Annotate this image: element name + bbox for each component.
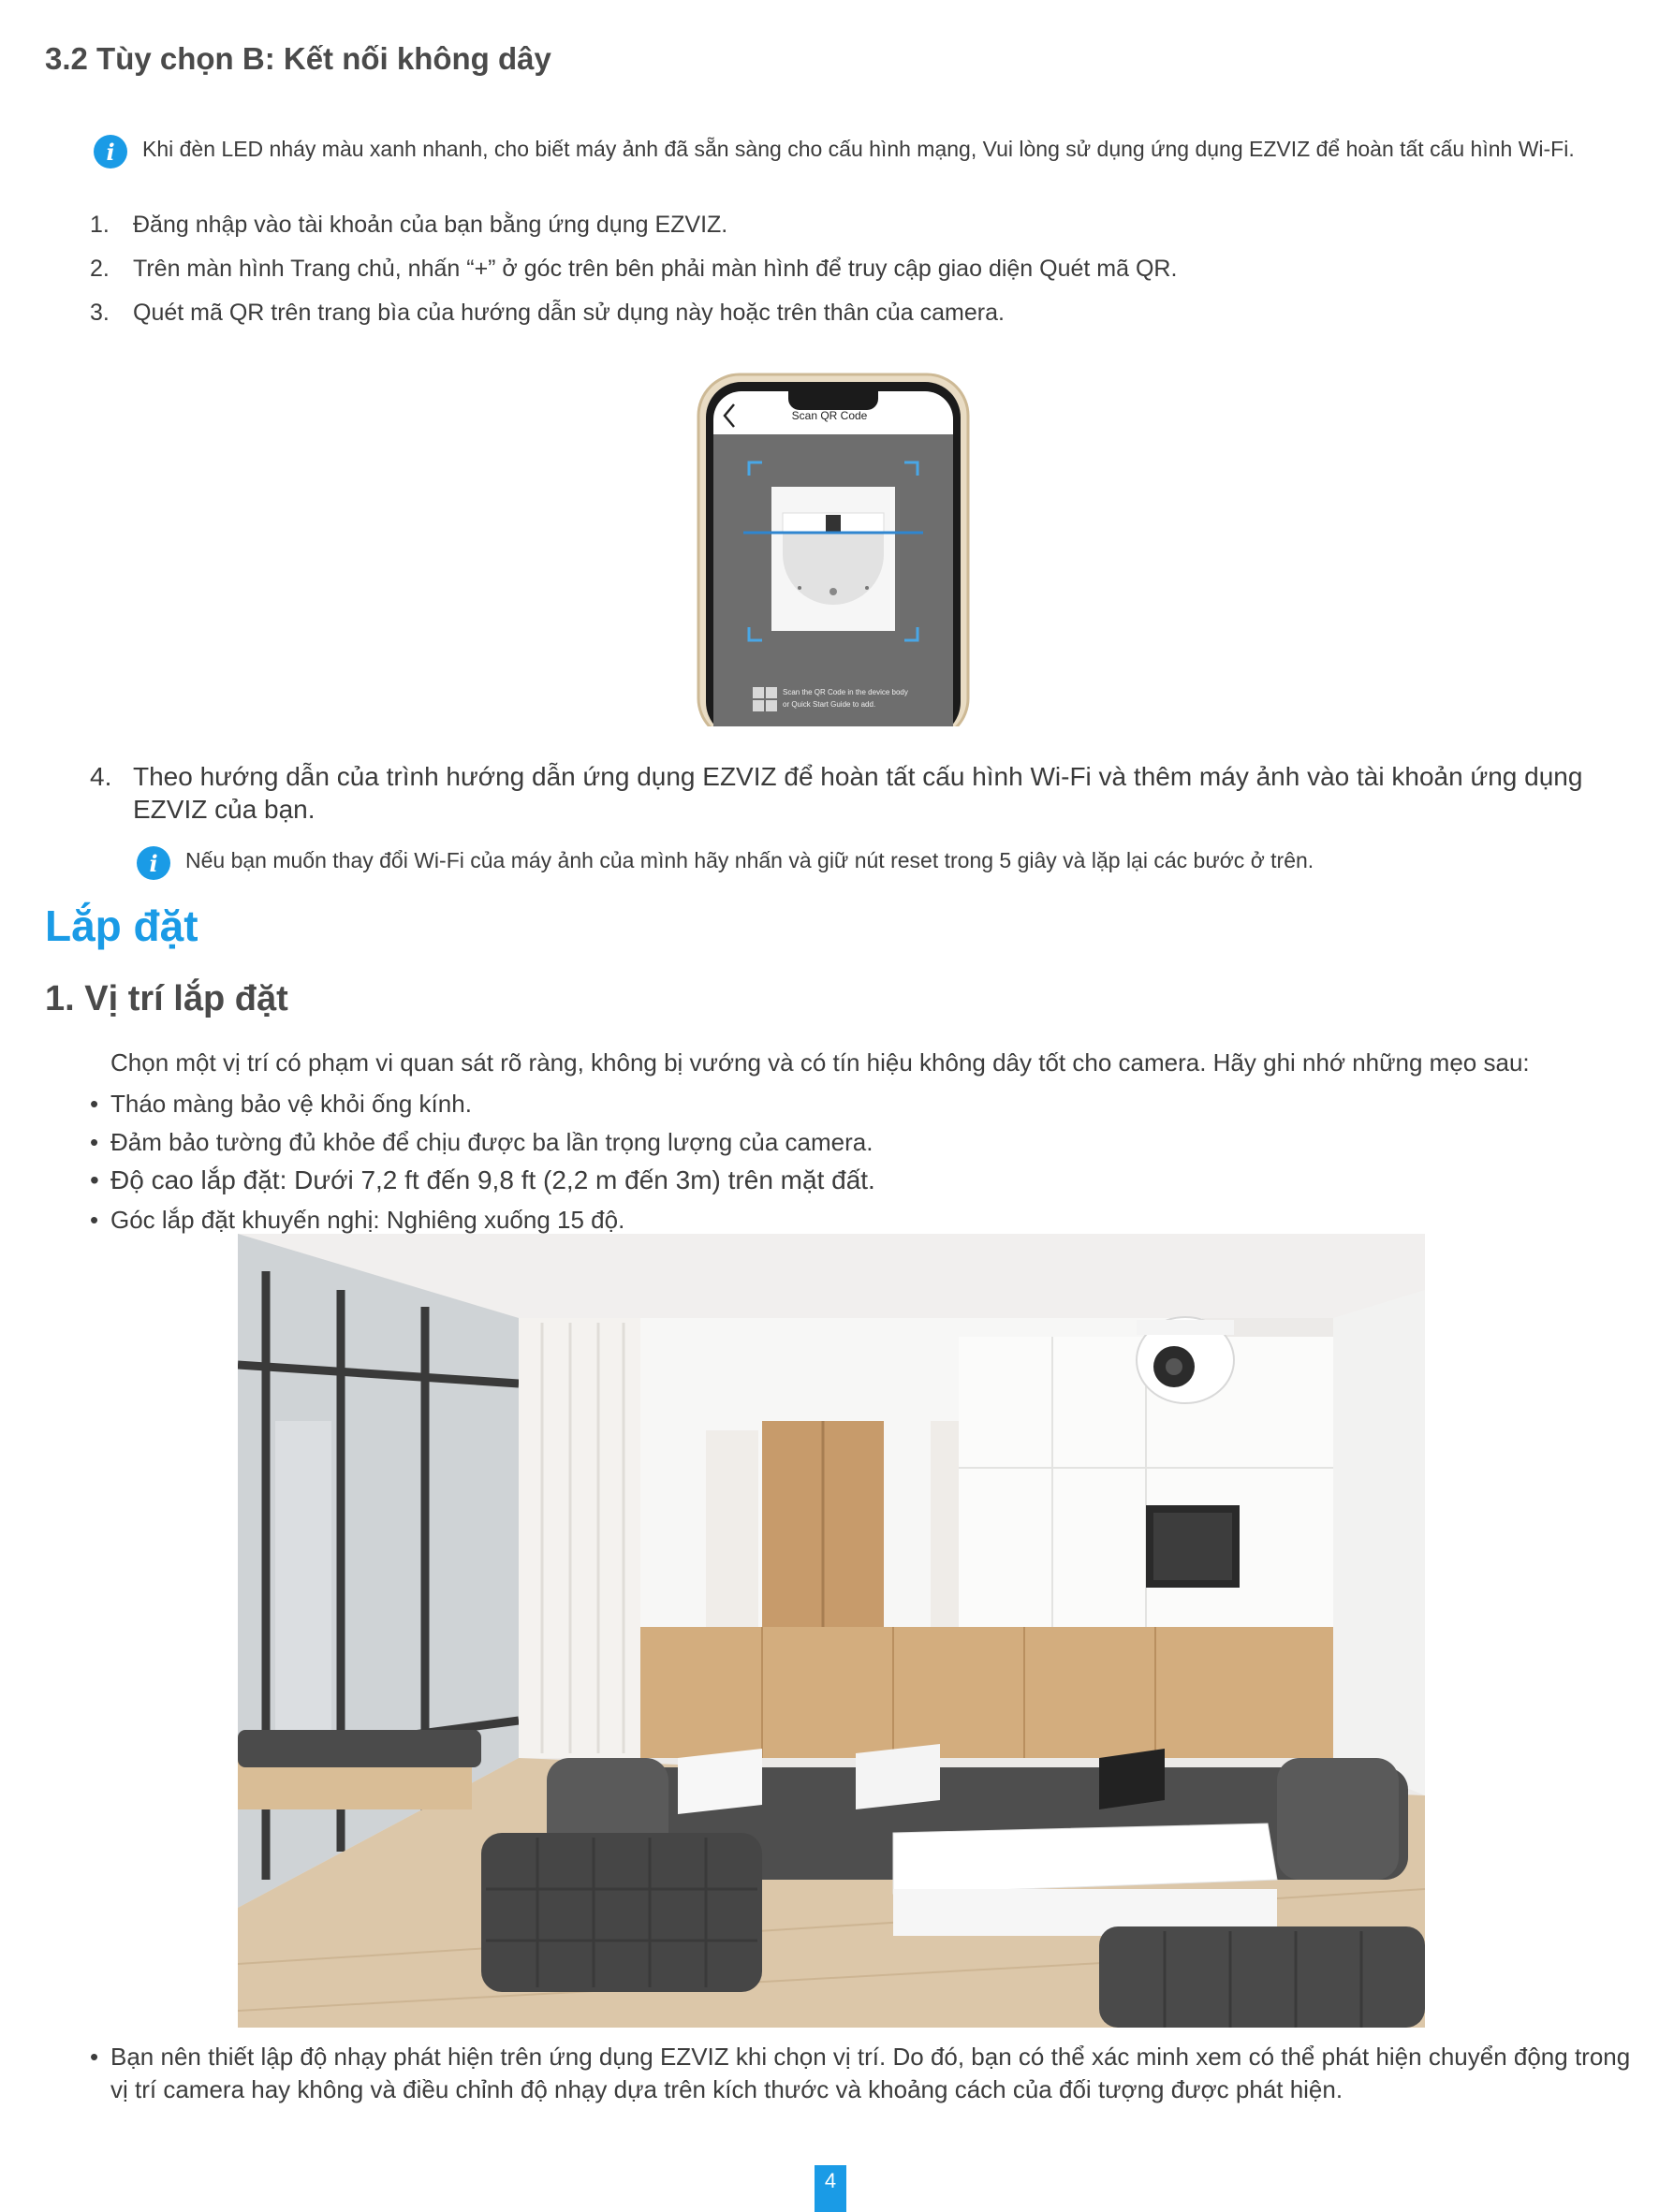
install-location-heading: 1. Vị trí lắp đặt xyxy=(45,979,288,1018)
info-note-reset xyxy=(137,846,1635,880)
step-number: 3. xyxy=(90,300,110,326)
list-item: • Tháo màng bảo vệ khỏi ống kính. xyxy=(90,1090,472,1118)
living-room-camera-photo xyxy=(238,1234,1425,2028)
list-item: • Góc lắp đặt khuyến nghị: Nghiêng xuống 15 độ. xyxy=(90,1206,625,1234)
tip-text: Tháo màng bảo vệ khỏi ống kính. xyxy=(110,1090,472,1118)
step-text: Trên màn hình Trang chủ, nhấn “+” ở góc trên bên phải màn hình để truy cập giao diện Quét mã QR. xyxy=(133,256,1178,282)
info-note-text: Nếu bạn muốn thay đổi Wi-Fi của máy ảnh của mình hãy nhấn và giữ nút reset trong 5 giây và lặp lại các bước ở trên. xyxy=(185,848,1314,872)
page-number: 4 xyxy=(815,2165,846,2212)
info-note-text: Khi đèn LED nháy màu xanh nhanh, cho biết máy ảnh đã sẵn sàng cho cấu hình mạng, Vui lòng sử dụng ứng dụng EZVIZ để hoàn tất cấu hình Wi-Fi. xyxy=(142,137,1575,161)
list-item xyxy=(90,256,1625,283)
step-text: Đăng nhập vào tài khoản của bạn bằng ứng dụng EZVIZ. xyxy=(133,212,728,238)
step-text: Theo hướng dẫn của trình hướng dẫn ứng dụng EZVIZ để hoàn tất cấu hình Wi-Fi và thêm máy ảnh vào tài khoản ứng dụng EZVIZ của bạn. xyxy=(133,762,1583,824)
info-note-led xyxy=(94,135,1629,168)
step-number: 2. xyxy=(90,256,110,282)
tip-text: Đảm bảo tường đủ khỏe để chịu được ba lần trọng lượng của camera. xyxy=(110,1128,874,1156)
list-item: • Bạn nên thiết lập độ nhạy phát hiện trên ứng dụng EZVIZ khi chọn vị trí. Do đó, bạn có thể xác minh xem có thể phát hiện chuyển động trong vị trí camera hay không và điều chỉnh độ nhạy dựa trên kích thước và khoảng cách của đối tượng được phát hiện. xyxy=(90,2041,1635,2106)
install-intro: Chọn một vị trí có phạm vi quan sát rõ ràng, không bị vướng và có tín hiệu không dây tốt cho camera. Hãy ghi nhớ những mẹo sau: xyxy=(110,1048,1530,1077)
info-icon: i xyxy=(137,846,170,880)
list-item: • Độ cao lắp đặt: Dưới 7,2 ft đến 9,8 ft (2,2 m đến 3m) trên mặt đất. xyxy=(90,1165,875,1194)
info-icon: i xyxy=(94,135,127,168)
step-number: 1. xyxy=(90,212,110,238)
phone-screen-title: Scan QR Code xyxy=(791,409,868,422)
phone-hint-line2: or Quick Start Guide to add. xyxy=(783,700,876,709)
final-tip-text: Bạn nên thiết lập độ nhạy phát hiện trên ứng dụng EZVIZ khi chọn vị trí. Do đó, bạn có thể xác minh xem có thể phát hiện chuyển động trong vị trí camera hay không và điều chỉnh độ nhạy dựa trên kích thước và khoảng cách của đối tượng được phát hiện. xyxy=(110,2043,1631,2103)
list-item xyxy=(90,212,1625,239)
tip-text: Độ cao lắp đặt: Dưới 7,2 ft đến 9,8 ft (2,2 m đến 3m) trên mặt đất. xyxy=(110,1165,875,1194)
phone-hint-line1: Scan the QR Code in the device body xyxy=(783,688,908,696)
list-item xyxy=(90,760,1625,826)
list-item: • Đảm bảo tường đủ khỏe để chịu được ba lần trọng lượng của camera. xyxy=(90,1128,874,1156)
phone-scan-qr-illustration xyxy=(697,373,970,726)
list-item xyxy=(90,300,1625,327)
install-heading: Lắp đặt xyxy=(45,901,198,950)
step-text: Quét mã QR trên trang bìa của hướng dẫn sử dụng này hoặc trên thân của camera. xyxy=(133,300,1005,326)
step-number: 4. xyxy=(90,762,112,791)
tip-text: Góc lắp đặt khuyến nghị: Nghiêng xuống 15 độ. xyxy=(110,1206,625,1234)
section-title: 3.2 Tùy chọn B: Kết nối không dây xyxy=(45,41,551,76)
